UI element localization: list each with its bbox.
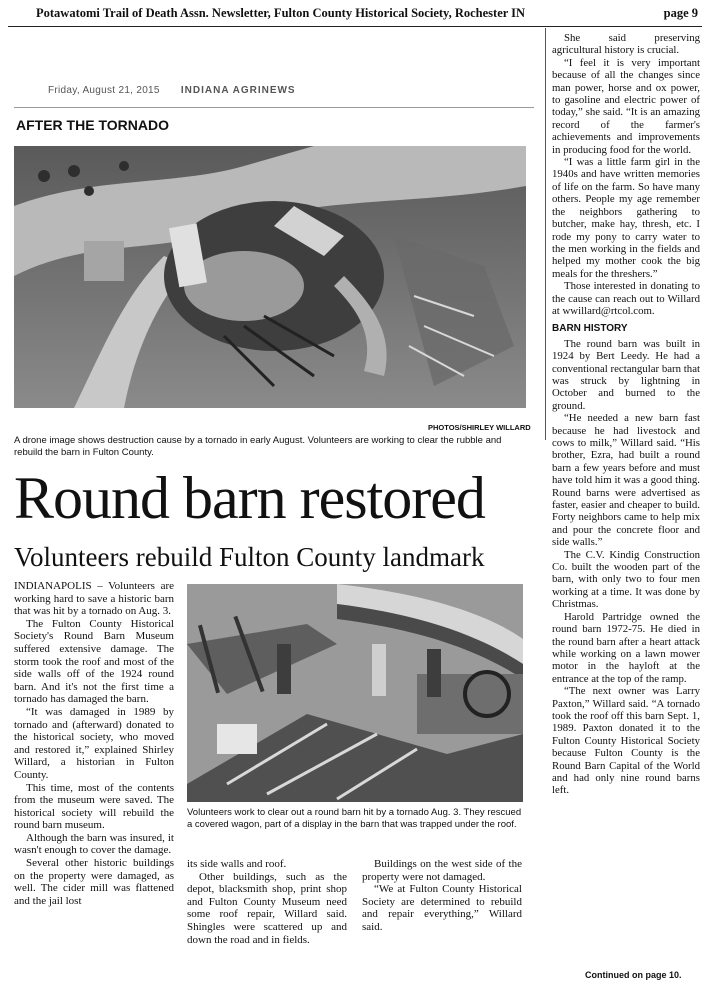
volunteers-photo-illustration bbox=[187, 584, 523, 802]
paragraph: Although the barn was insured, it wasn't enough to cover the damage. bbox=[14, 831, 174, 857]
paragraph: The Fulton County Historical Society's Round Barn Museum suffered extensive damage. The storm took the roof and most of the side walls off of the 1924 round barn. And it's not the first time a tornado has damaged the barn. bbox=[14, 617, 174, 706]
dateline-source: INDIANA AGRINEWS bbox=[180, 85, 296, 96]
paragraph: “I feel it is very important because of all the changes since man power, horse and ox power, to gasoline and electric power of today,” she said. “It is an amazing record of the farmer's achievements and improvements in producing food for the world. bbox=[552, 56, 700, 156]
drone-photo-caption: A drone image shows destruction cause by a tornado in early August. Volunteers are working to clear the rubble and rebuild the barn in Fulton County. bbox=[14, 435, 502, 458]
column-divider bbox=[545, 28, 546, 440]
paragraph: The C.V. Kindig Construction Co. built the wooden part of the barn, with only two to four men working at a time. It was done by Christmas. bbox=[552, 548, 700, 611]
header-rule bbox=[8, 26, 702, 27]
paragraph: Buildings on the west side of the property were not damaged. bbox=[362, 858, 522, 883]
drone-photo bbox=[14, 146, 526, 408]
volunteers-photo bbox=[187, 584, 523, 802]
article-column-2 bbox=[187, 858, 347, 946]
section-kicker: AFTER THE TORNADO bbox=[16, 117, 169, 133]
page-number: page 9 bbox=[663, 6, 698, 20]
volunteers-photo-caption: Volunteers work to clear out a round barn hit by a tornado Aug. 3. They rescued a covered wagon, part of a display in the barn that was trapped under the roof. bbox=[187, 807, 522, 830]
section-subhead: BARN HISTORY bbox=[552, 323, 628, 335]
paragraph: This time, most of the contents from the museum were saved. The historical society will rebuild the round barn museum. bbox=[14, 781, 174, 832]
newsletter-title: Potawatomi Trail of Death Assn. Newsletter, Fulton County Historical Society, Rochester IN bbox=[36, 6, 526, 20]
article-column-4 bbox=[552, 32, 700, 797]
paragraph: The round barn was built in 1924 by Bert Leedy. He had a conventional rectangular barn that was struck by lightning in October and burned to the ground. bbox=[552, 337, 700, 412]
paragraph: “The next owner was Larry Paxton,” Willard said. “A tornado took the roof off this barn Sept. 1, 1989. Paxton donated it to the Fulton County Historical Society because Fulton County is the Round Barn Capital of the World and had only nine round barns left. bbox=[552, 685, 700, 797]
dateline-date: Friday, August 21, 2015 bbox=[48, 85, 160, 96]
paragraph: its side walls and roof. bbox=[187, 858, 287, 870]
paragraph: “I was a little farm girl in the 1940s and have written memories of life on the farm. So have many others. People my age remember the neighbors gathering to butcher, make hay, thresh, etc. I rode my pony to carry water to the men working in the fields and helped my mother cook the big meals for the threshers.” bbox=[552, 156, 700, 280]
paragraph: “We at Fulton County Historical Society are determined to rebuild and repair everything,” Willard said. bbox=[362, 883, 522, 933]
photo-credit: PHOTOS/SHIRLEY WILLARD bbox=[428, 423, 531, 432]
paragraph: She said preserving agricultural history is crucial. bbox=[552, 32, 700, 57]
paragraph: “He needed a new barn fast because he had livestock and cows to milk,” Willard said. “His brother, Ezra, had built a round barn a few years before and must have told him it was a good thing. Round barns were advertised as faster, easier and cheaper to build. Forty neighbors came to help mix and pour the concrete floor and side walls.” bbox=[552, 412, 700, 549]
paragraph: Harold Partridge owned the round barn 1972-75. He died in the round barn after a heart attack while working on a lawn mower motor in the hayloft at the entrance at the top of the ramp. bbox=[552, 610, 700, 685]
article-column-1 bbox=[14, 580, 174, 907]
paragraph: “It was damaged in 1989 by tornado and (afterward) donated to the historical society, who moved and restored it,” explained Shirley Willard, a historian in Fulton County. bbox=[14, 705, 174, 781]
paragraph: Other buildings, such as the depot, blacksmith shop, print shop and Fulton County Museum need some roof repair, Willard said. Shingles were scattered up and down the road and in fields. bbox=[187, 870, 347, 946]
paragraph: INDIANAPOLIS – Volunteers are working hard to save a historic barn that was hit by a tornado on Aug. 3. bbox=[14, 580, 174, 618]
drone-photo-illustration bbox=[14, 146, 526, 408]
headline: Round barn restored bbox=[14, 465, 485, 531]
paragraph: Several other historic buildings on the property were damaged, as well. The cider mill was flattened and the jail lost bbox=[14, 857, 174, 907]
article-column-3 bbox=[362, 858, 522, 934]
paragraph: Those interested in donating to the cause can reach out to Willard at wwillard@rtcol.com. bbox=[552, 280, 700, 317]
newsletter-header bbox=[0, 6, 710, 26]
dateline bbox=[48, 85, 296, 96]
continued-note: Continued on page 10. bbox=[585, 970, 682, 980]
dateline-rule bbox=[14, 107, 534, 108]
subheadline: Volunteers rebuild Fulton County landmark bbox=[14, 542, 485, 572]
